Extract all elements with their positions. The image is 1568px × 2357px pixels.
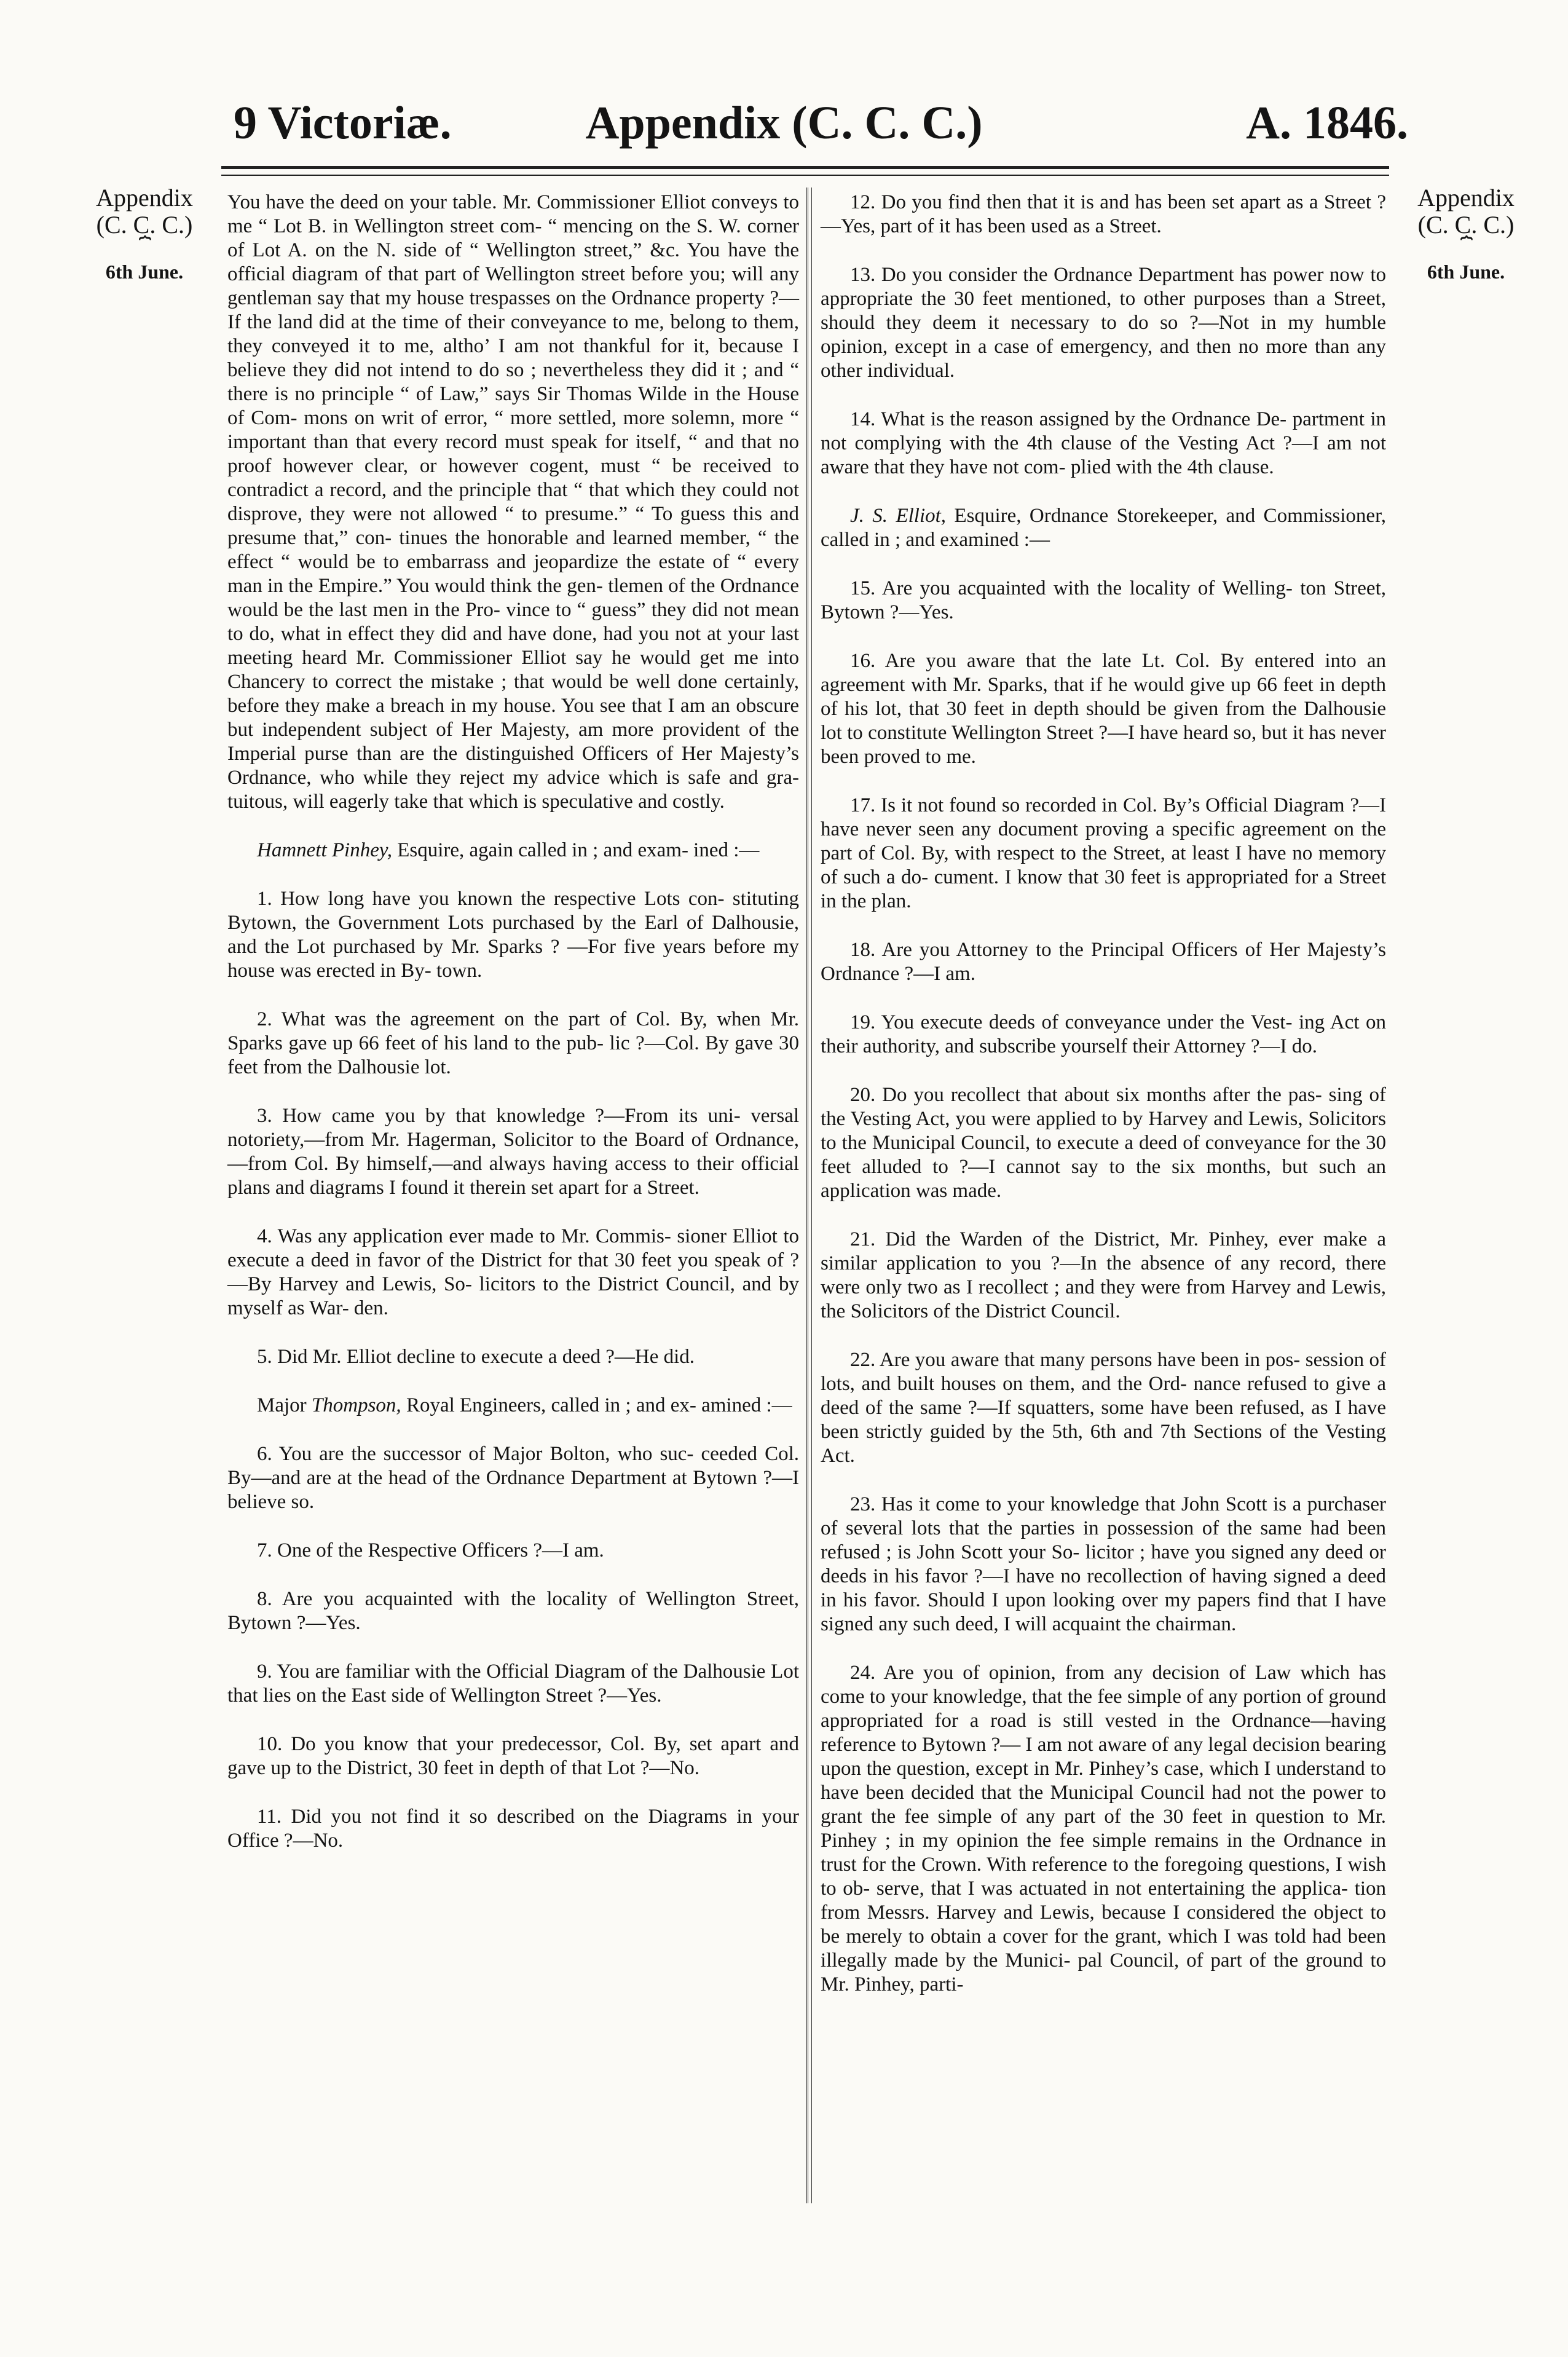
- left-column: [227, 191, 799, 2191]
- column-divider: [806, 188, 808, 2203]
- question-19: 19. You execute deeds of conveyance under the Vest- ing Act on their authority, and subscribe yourself their Attorney ?—I do.: [821, 1011, 1386, 1057]
- question-2: 2. What was the agreement on the part of Col. By, when Mr. Sparks gave up 66 feet of his land to the pub- lic ?—Col. By gave 30 feet from the Dalhousie lot.: [227, 1008, 799, 1078]
- margin-date: 6th June.: [1427, 261, 1505, 283]
- question-15: 15. Are you acquainted with the locality of Welling- ton Street, Bytown ?—Yes.: [821, 577, 1386, 623]
- question-5: 5. Did Mr. Elliot decline to execute a deed ?—He did.: [257, 1346, 695, 1368]
- question-12: 12. Do you find then that it is and has been set apart as a Street ?—Yes, part of it has been used as a Street.: [821, 191, 1386, 237]
- question-7: 7. One of the Respective Officers ?—I am.: [257, 1539, 604, 1561]
- question-22: 22. Are you aware that many persons have been in pos- session of lots, and built houses on them, and the Ord- nance refused to give a deed of the same ?—If squatters, some have been refused, as I have been strictly guided by the 5th, 6th and 7th Sections of the Vesting Act.: [821, 1349, 1386, 1467]
- margin-label: Appendix: [96, 184, 193, 211]
- question-8: 8. Are you acquainted with the locality of Wellington Street, Bytown ?—Yes.: [227, 1588, 799, 1634]
- margin-note-left: [86, 184, 203, 285]
- header-rule-thin: [221, 175, 1389, 176]
- question-18: 18. Are you Attorney to the Principal Officers of Her Majesty’s Ordnance ?—I am.: [821, 939, 1386, 985]
- witness-name: Thompson,: [311, 1394, 401, 1416]
- witness-heading: Major Thompson, Royal Engineers, called in ; and ex- amined :—: [257, 1394, 792, 1416]
- question-10: 10. Do you know that your predecessor, Col. By, set apart and gave up to the District, 30 feet in depth of that Lot ?—No.: [227, 1733, 799, 1779]
- witness-heading: Hamnett Pinhey, Esquire, again called in ; and exam- ined :—: [257, 839, 760, 861]
- year-header: A. 1846.: [1246, 97, 1408, 149]
- witness-name: J. S. Elliot,: [850, 505, 947, 527]
- brace-icon: ⏞: [138, 237, 151, 259]
- question-20: 20. Do you recollect that about six months after the pas- sing of the Vesting Act, you were applied to by Harvey and Lewis, Solicitors to the Municipal Council, to execute a deed of conveyance for the 30 feet alluded to ?—I cannot say to the six months, but such an application was made.: [821, 1084, 1386, 1202]
- margin-note-right: [1408, 184, 1524, 285]
- margin-label: Appendix: [1417, 184, 1515, 211]
- question-16: 16. Are you aware that the late Lt. Col. By entered into an agreement with Mr. Sparks, that if he would give up 66 feet in depth of his lot, that 30 feet in depth should be given from the Dalhousie lot to constitute Wellington Street ?—I have heard so, but it has never been proved to me.: [821, 650, 1386, 768]
- session-header: 9 Victoriæ.: [234, 97, 452, 149]
- brace-icon: ⏞: [1460, 237, 1472, 259]
- margin-date: 6th June.: [105, 261, 184, 283]
- question-21: 21. Did the Warden of the District, Mr. Pinhey, ever make a similar application to you ?—In the absence of any record, there were only two as I recollect ; and they were from Harvey and Lewis, the Solicitors of the District Council.: [821, 1228, 1386, 1322]
- testimony-paragraph: You have the deed on your table. Mr. Commissioner Elliot conveys to me “ Lot B. in Wellington street com- “ mencing on the S. W. corner of Lot A. on the N. side of “ Wellington street,” &c. You have the official diagram of that part of Wellington street before you; will any gentleman say that my house trespasses on the Ordnance property ?—If the land did at the time of their conveyance to me, belong to them, they conveyed it to me, altho’ I am not thankful for it, because I believe they did not intend to do so ; nevertheless they did it ; and “ there is no principle “ of Law,” says Sir Thomas Wilde in the House of Com- mons on writ of error, “ more settled, more solemn, more “ important than that every record must speak for itself, “ and that no proof however clear, or however cogent, must “ be received to contradict a record, and the principle that “ that which they could not disprove, they were not allowed “ to presume.” “ To guess this and presume that,” con- tinues the honorable and learned member, “ the effect “ would be to embarrass and jeopardize the estate of “ every man in the Empire.” You would think the gen- tlemen of the Ordnance would be the last men in the Pro- vince to “ guess” they did not mean to do, what in effect they did and have done, had you not at your last meeting heard Mr. Commissioner Elliot say he would get me into Chancery to correct the mistake ; that would be well done certainly, before they make a breach in my house. You see that I am an obscure but independent subject of Her Majesty, am more provident of the Imperial purse than are the distinguished Officers of Her Majesty’s Ordnance, who while they reject my advice which is safe and gra- tuitous, will eagerly take that which is speculative and costly.: [227, 191, 799, 813]
- column-divider-inner: [811, 188, 812, 2203]
- question-14: 14. What is the reason assigned by the Ordnance De- partment in not complying with the 4th clause of the Vesting Act ?—I am not aware that they have not com- plied with the 4th clause.: [821, 408, 1386, 478]
- right-column: [821, 191, 1386, 2191]
- question-17: 17. Is it not found so recorded in Col. By’s Official Diagram ?—I have never seen any document proving a specific agreement on the part of Col. By, with respect to the Street, at least I have no memory of such a do- cument. I know that 30 feet is appropriated for a Street in the plan.: [821, 794, 1386, 912]
- appendix-header: Appendix (C. C. C.): [585, 97, 983, 149]
- question-11: 11. Did you not find it so described on the Diagrams in your Office ?—No.: [227, 1806, 799, 1852]
- question-23: 23. Has it come to your knowledge that John Scott is a purchaser of several lots that the parties in possession of the same had been refused ; is John Scott your So- licitor ; have you signed any deed or deeds in his favor ?—I have no recollection of having signed a deed in his favor. Should I upon looking over my papers find that I have signed any such deed, I will acquaint the chairman.: [821, 1493, 1386, 1635]
- witness-name: Hamnett Pinhey,: [257, 839, 392, 861]
- witness-heading: J. S. Elliot, Esquire, Ordnance Storekeeper, and Commissioner, called in ; and examined :—: [821, 505, 1386, 551]
- margin-ref: (C. C. C.): [96, 211, 193, 239]
- question-1: 1. How long have you known the respective Lots con- stituting Bytown, the Government Lots purchased by the Earl of Dalhousie, and the Lot purchased by Mr. Sparks ? —For five years before my house was erected in By- town.: [227, 888, 799, 982]
- question-13: 13. Do you consider the Ordnance Department has power now to appropriate the 30 feet mentioned, to other purposes than a Street, should they deem it necessary to do so ?—Not in my humble opinion, except in a case of emergency, and then no more than any other individual.: [821, 264, 1386, 382]
- question-9: 9. You are familiar with the Official Diagram of the Dalhousie Lot that lies on the East side of Wellington Street ?—Yes.: [227, 1660, 799, 1707]
- question-6: 6. You are the successor of Major Bolton, who suc- ceeded Col. By—and are at the head of the Ordnance Department at Bytown ?—I believe so.: [227, 1443, 799, 1513]
- header-rule-thick: [221, 166, 1389, 169]
- question-24: 24. Are you of opinion, from any decision of Law which has come to your knowledge, that the fee simple of any portion of ground appropriated for a road is still vested in the Ordnance—having reference to Bytown ?— I am not aware of any legal decision bearing upon the question, except in Mr. Pinhey’s case, which I understand to have been decided that the Municipal Council had not the power to grant the fee simple of any part of the 30 feet in question to Mr. Pinhey ; in my opinion the fee simple remains in the Ordnance in trust for the Crown. With reference to the foregoing questions, I wish to ob- serve, that I was actuated in not entertaining the applica- tion from Messrs. Harvey and Lewis, because I considered the object to be merely to obtain a cover for the grant, which I was told had been illegally made by the Munici- pal Council, of part of the ground to Mr. Pinhey, parti-: [821, 1662, 1386, 1996]
- question-4: 4. Was any application ever made to Mr. Commis- sioner Elliot to execute a deed in favor of the District for that 30 feet you speak of ?—By Harvey and Lewis, So- licitors to the District Council, and by myself as War- den.: [227, 1225, 799, 1319]
- question-3: 3. How came you by that knowledge ?—From its uni- versal notoriety,—from Mr. Hagerman, Solicitor to the Board of Ordnance,—from Col. By himself,—and always having access to their official plans and diagrams I found it therein set apart for a Street.: [227, 1105, 799, 1199]
- margin-ref: (C. C. C.): [1417, 211, 1515, 239]
